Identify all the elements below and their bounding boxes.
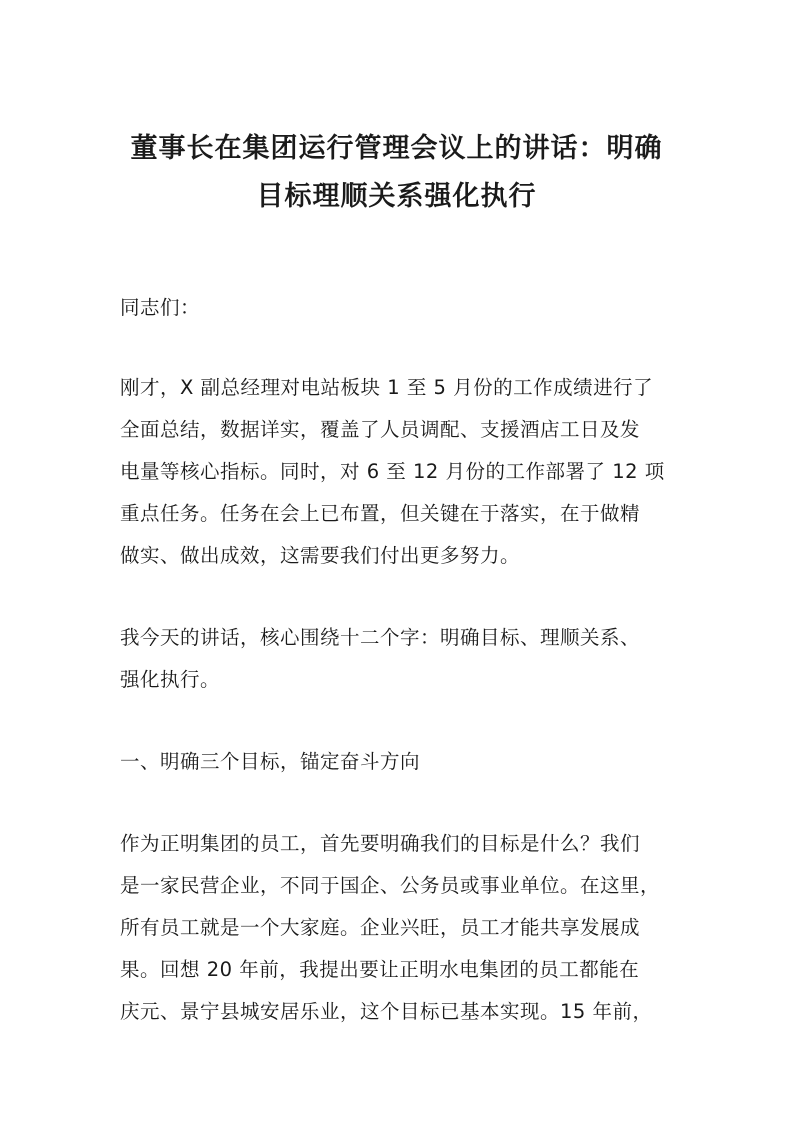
- paragraph-1-line: 电量等核心指标。同时，对 6 至 12 月份的工作部署了 12 项: [120, 460, 665, 483]
- section-heading-1: 一、明确三个目标，锚定奋斗方向: [120, 750, 421, 773]
- document-title-line-2: 目标理顺关系强化执行: [256, 181, 537, 212]
- salutation: 同志们：: [120, 296, 201, 319]
- paragraph-1-line: 重点任务。任务在会上已布置，但关键在于落实，在于做精: [120, 502, 641, 525]
- document-title-line-1: 董事长在集团运行管理会议上的讲话：明确: [130, 133, 663, 164]
- paragraph-1-line: 全面总结，数据详实，覆盖了人员调配、支援酒店工日及发: [120, 418, 641, 441]
- paragraph-1-line: 做实、做出成效，这需要我们付出更多努力。: [120, 544, 521, 567]
- paragraph-2-line: 我今天的讲话，核心围绕十二个字：明确目标、理顺关系、: [120, 626, 641, 649]
- paragraph-3-line: 果。回想 20 年前，我提出要让正明水电集团的员工都能在: [120, 958, 640, 981]
- paragraph-2-line: 强化执行。: [120, 668, 221, 691]
- paragraph-3-line: 是一家民营企业，不同于国企、公务员或事业单位。在这里，: [120, 874, 661, 897]
- paragraph-1-line: 刚才，X 副总经理对电站板块 1 至 5 月份的工作成绩进行了: [120, 376, 654, 399]
- paragraph-3-line: 所有员工就是一个大家庭。企业兴旺，员工才能共享发展成: [120, 916, 641, 939]
- paragraph-3-line: 庆元、景宁县城安居乐业，这个目标已基本实现。15 年前，: [120, 1000, 653, 1023]
- paragraph-3-line: 作为正明集团的员工，首先要明确我们的目标是什么？我们: [120, 832, 641, 855]
